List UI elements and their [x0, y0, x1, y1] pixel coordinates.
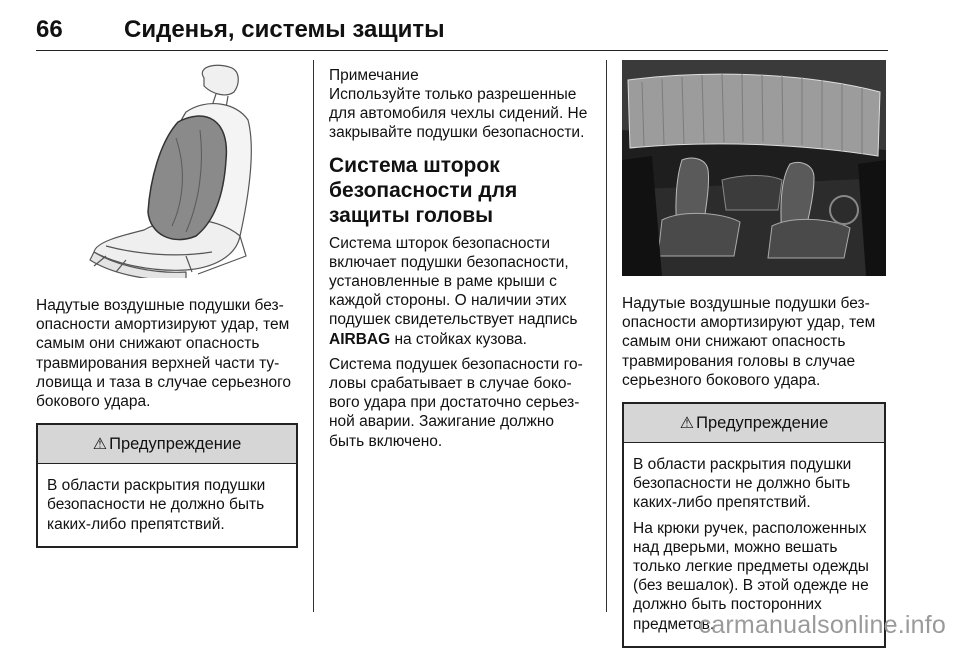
- section-heading: Система шторок безопасности для защиты головы: [329, 153, 518, 227]
- airbag-label: AIRBAG: [329, 330, 391, 348]
- seat-side-airbag-illustration: [36, 60, 298, 278]
- warning-triangle-icon: ⚠: [92, 436, 108, 454]
- column-divider: [313, 60, 314, 612]
- curtain-airbag-illustration: [622, 60, 886, 276]
- column-divider: [606, 60, 607, 612]
- paragraph: Система подушек безопасности головы срабатывает в случае бокового удара при достаточно серьезной аварии. Зажигание должно быть включено.: [329, 355, 583, 450]
- page-number: 66: [36, 16, 63, 43]
- warning-body: [38, 464, 296, 546]
- paragraph-text: Система шторок безопасности включает подушки безопасности, установленные в раме крыши с каждой стороны. О наличии этих подушек свидетельствует надпись: [329, 234, 578, 329]
- footer-watermark: carmanualsonline.info: [698, 611, 946, 639]
- warning-text: В области раскрытия подушки безопасности не должно быть каких-либо препятствий.: [47, 477, 266, 533]
- warning-text: В области раскрытия подушки безопасности не должно быть каких-либо препятствий.: [633, 456, 852, 512]
- warning-triangle-icon: ⚠: [679, 415, 695, 433]
- warning-header: [624, 404, 884, 443]
- note-title: Примечание: [329, 67, 419, 84]
- column-left: [36, 60, 298, 548]
- figure-caption: Надутые воздушные подушки безопасности амортизируют удар, тем самым они снижают опасность травмирования головы в случае серьезного бокового удара.: [622, 295, 876, 389]
- note-text: Используйте только разрешенные для автомобиля чехлы сидений. Не закрывайте подушки безопасности.: [329, 86, 588, 142]
- warning-title: Предупреждение: [696, 413, 829, 432]
- page-title: Сиденья, системы защиты: [124, 16, 445, 43]
- paragraph: [329, 234, 593, 349]
- paragraph-text: на стойках кузова.: [390, 330, 527, 348]
- warning-header: [38, 425, 296, 464]
- warning-title: Предупреждение: [109, 434, 242, 453]
- column-middle: [329, 60, 593, 451]
- column-right: [622, 60, 886, 648]
- warning-box: [36, 423, 298, 548]
- figure-caption: Надутые воздушные подушки безопасности амортизируют удар, тем самым они снижают опасность травмирования верхней части туловища и таза в случае серьезного бокового удара.: [36, 297, 292, 411]
- page-header: [36, 0, 888, 51]
- warning-text: На крюки ручек, расположенных над дверьми, можно вешать только легкие предметы одежды (без вешалок). В этой одежде не должно быть посторонних предметов.: [633, 519, 869, 633]
